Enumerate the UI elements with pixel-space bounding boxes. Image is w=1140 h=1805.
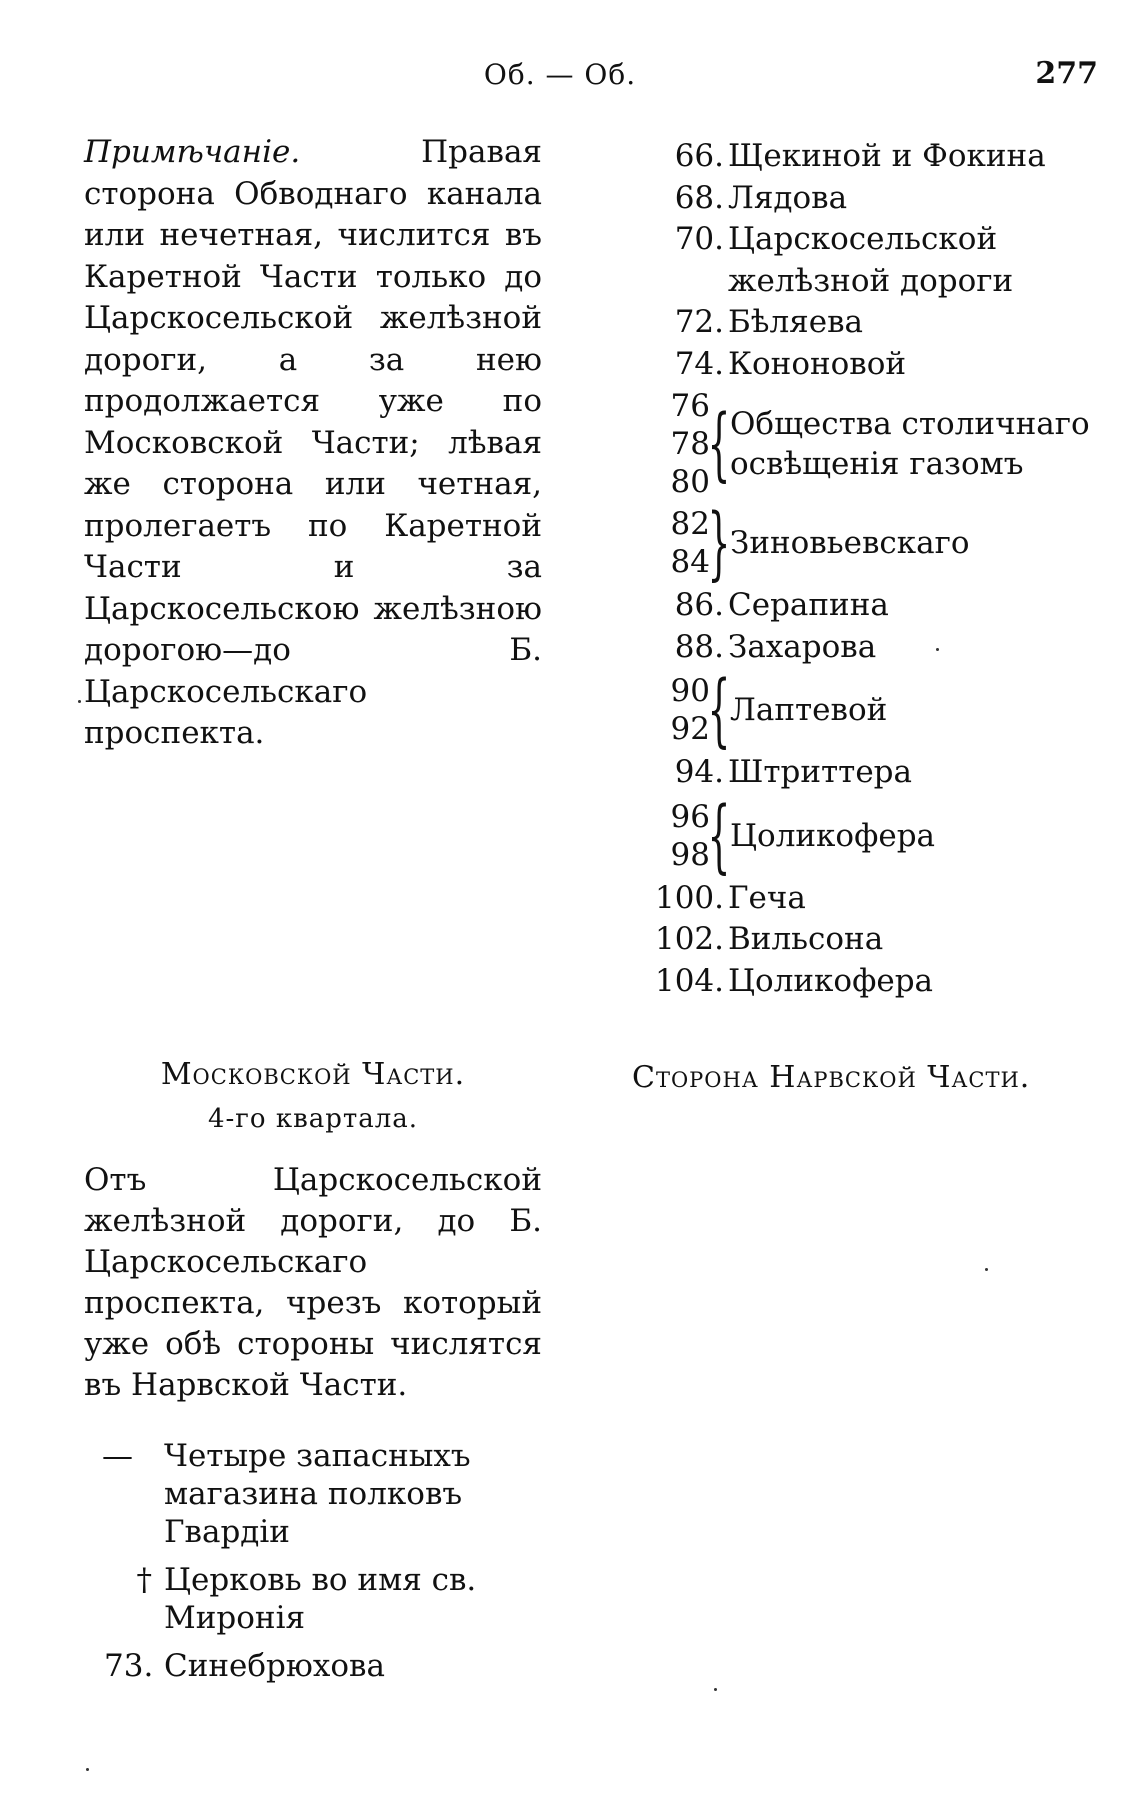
curly-brace-icon: {: [707, 397, 731, 490]
list-item: [632, 302, 1112, 344]
house-number: 100.: [654, 879, 724, 916]
house-number-group: [632, 672, 710, 748]
print-speck: [936, 648, 939, 651]
house-number-group: [632, 505, 710, 581]
grouped-list-item: [632, 496, 1112, 589]
owner-name: Бѣляева: [728, 304, 864, 340]
dash-marker: —: [102, 1438, 133, 1474]
note-text: Правая сторона Обводнаго канала или нечетная, числится въ Каретной Части только до Царскосельской желѣзной дороги, а за нею продолжается уже по Московской Части; лѣвая же сторона или четная, пролегаетъ по Каретной Части и за Царскосельскою желѣзною дорогою—до Б. Царскосельскаго проспекта.: [84, 134, 542, 751]
owner-name: Цоликофера: [730, 817, 936, 854]
house-number: 92: [670, 711, 710, 747]
owner-name: Серапина: [728, 587, 889, 623]
entry-text: Синебрюхова: [164, 1648, 385, 1684]
owner-name: Общества столичнаго освѣщенія газомъ: [730, 406, 1090, 482]
owner-name: Зиновьевскаго: [730, 525, 970, 561]
house-number-group: [632, 387, 710, 501]
house-number: 104.: [654, 962, 724, 999]
house-number: 74.: [674, 345, 724, 382]
owner-name: Щекиной и Фокина: [728, 138, 1046, 174]
house-number: 80: [670, 464, 710, 500]
list-item: [632, 919, 1112, 961]
list-item: [632, 136, 1112, 178]
house-number: 78: [670, 426, 710, 462]
note-paragraph: [84, 132, 542, 755]
entry-text: Четыре запасныхъ магазина полковъ Гвардіи: [164, 1438, 471, 1550]
section-paragraph: Отъ Царскосельской желѣзной дороги, до Б. Царскосельскаго проспекта, чрезъ который уже обѣ стороны числятся въ Нарвской Части.: [84, 1162, 542, 1403]
house-number: 76: [670, 388, 710, 424]
running-head: Об. — Об.: [483, 58, 637, 91]
list-item: [632, 752, 1112, 794]
owner-name: Царскосельской желѣзной дороги: [728, 221, 1014, 299]
print-speck: [78, 700, 81, 703]
list-item: [84, 1561, 554, 1637]
house-number-group: [632, 798, 710, 874]
print-speck: [714, 1688, 717, 1691]
church-cross-icon: †: [136, 1562, 152, 1598]
print-speck: [985, 1268, 988, 1271]
entry-text: Церковь во имя св. Миронія: [164, 1562, 477, 1636]
list-item: [632, 344, 1112, 386]
section-title: Московской Части.: [160, 1057, 466, 1092]
owner-name: Цоликофера: [728, 962, 934, 999]
house-number: 70.: [674, 221, 724, 257]
owner-name: Лаптевой: [730, 692, 888, 728]
house-list: [632, 136, 1112, 1002]
list-item: [632, 585, 1112, 627]
page-number: 277: [1035, 56, 1098, 91]
house-number: 84: [670, 544, 710, 580]
house-number: 96: [670, 798, 710, 835]
house-number: 94.: [674, 754, 724, 790]
owner-name: Геча: [728, 879, 806, 916]
section-subtitle: 4-го квартала.: [207, 1104, 419, 1134]
house-number: 102.: [654, 921, 724, 957]
list-item: [632, 627, 1112, 669]
house-number: 66.: [674, 138, 724, 174]
house-number: 82: [670, 506, 710, 542]
list-item: [84, 1437, 554, 1551]
owner-name: Лядова: [728, 179, 848, 216]
list-item: [632, 178, 1112, 220]
print-speck: [86, 1768, 89, 1771]
house-number: 98: [670, 836, 710, 873]
narva-side-title: Сторона Нарвской Части.: [632, 1060, 1031, 1095]
left-entry-list: [84, 1437, 554, 1685]
house-number: 88.: [674, 628, 724, 665]
list-item: [632, 219, 1112, 302]
house-number: 86.: [674, 587, 724, 623]
grouped-list-item: [632, 663, 1112, 756]
grouped-list-item: [632, 788, 1112, 882]
owner-name: Штриттера: [728, 754, 913, 790]
grouped-list-item: [632, 387, 1112, 501]
entry-number: 73.: [104, 1648, 154, 1684]
list-item: [632, 961, 1112, 1003]
curly-brace-icon: {: [707, 788, 731, 882]
curly-brace-icon: }: [707, 496, 731, 589]
list-item: [84, 1647, 554, 1685]
owner-name: Вильсона: [728, 921, 884, 957]
house-number: 90: [670, 673, 710, 709]
house-number: 72.: [674, 304, 724, 340]
note-label: Примѣчаніе.: [84, 134, 301, 170]
house-number: 68.: [674, 179, 724, 216]
list-item: [632, 878, 1112, 920]
owner-name: Захарова: [728, 628, 877, 665]
curly-brace-icon: {: [707, 663, 731, 756]
owner-name: Кононовой: [728, 345, 907, 382]
